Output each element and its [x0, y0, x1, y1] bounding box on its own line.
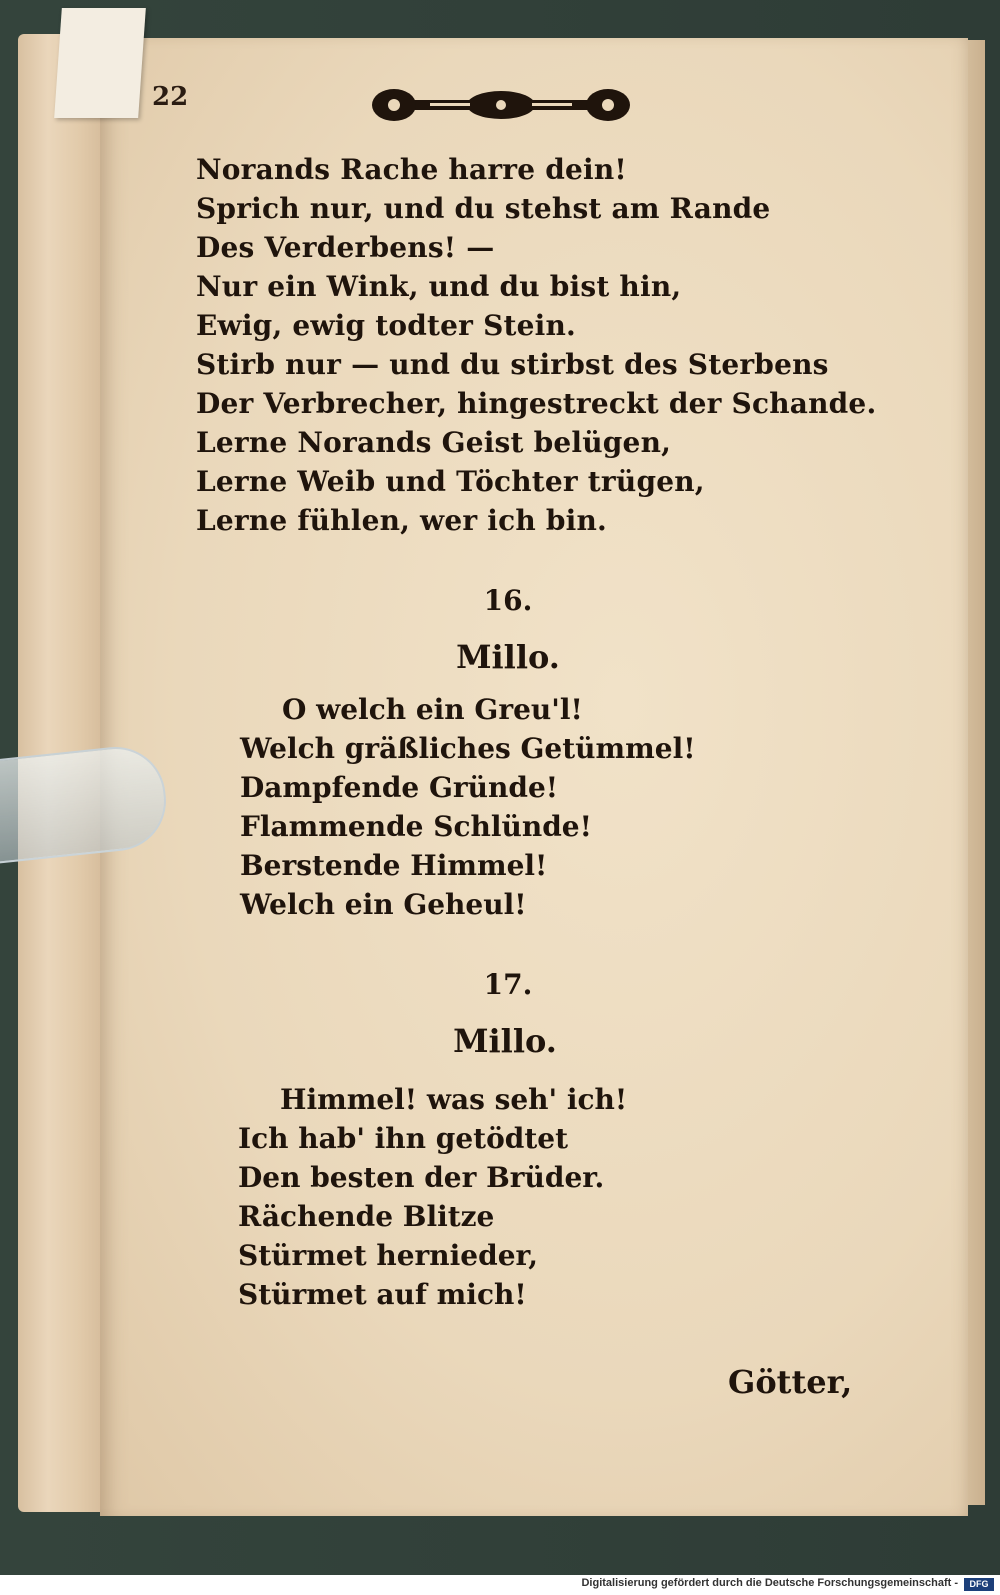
verse-line: Ewig, ewig todter Stein.	[196, 309, 576, 342]
verse-line: Sprich nur, und du stehst am Rande	[196, 192, 771, 225]
stanza-16	[240, 690, 696, 924]
verse-line: Den besten der Brüder.	[238, 1161, 605, 1194]
verse-line: Des Verderbens! —	[196, 231, 495, 264]
verse-line: Ich hab' ihn getödtet	[238, 1122, 569, 1155]
verse-line: Stirb nur — und du stirbst des Sterbens	[196, 348, 829, 381]
ornament-headpiece	[370, 86, 632, 124]
speaker-name-16: Millo.	[456, 638, 560, 676]
verse-line: Lerne Norands Geist belügen,	[196, 426, 672, 459]
catchword: Götter,	[728, 1363, 853, 1401]
section-number-17: 17.	[483, 968, 533, 1001]
verse-line: Nur ein Wink, und du bist hin,	[196, 270, 682, 303]
paper-tab	[54, 8, 146, 118]
page-number: 22	[152, 82, 189, 112]
verse-line: Welch gräßliches Getümmel!	[240, 732, 696, 765]
speaker-name-17: Millo.	[453, 1022, 557, 1060]
verse-line: Norands Rache harre dein!	[196, 153, 627, 186]
digitization-footer	[0, 1575, 1000, 1595]
verse-line: Flammende Schlünde!	[240, 810, 592, 843]
opening-verse	[196, 150, 876, 540]
verse-line: Lerne fühlen, wer ich bin.	[196, 504, 607, 537]
stanza-17	[238, 1080, 627, 1314]
verse-line: Welch ein Geheul!	[240, 888, 527, 921]
verse-line: Der Verbrecher, hingestreckt der Schande.	[196, 387, 877, 420]
footer-credit: Digitalisierung gefördert durch die Deutsche Forschungsgemeinschaft -	[581, 1577, 958, 1589]
section-number-16: 16.	[483, 584, 533, 617]
verse-line: Berstende Himmel!	[240, 849, 548, 882]
verse-line: Dampfende Gründe!	[240, 771, 559, 804]
verse-line: Rächende Blitze	[238, 1200, 495, 1233]
verse-line: Lerne Weib und Töchter trügen,	[196, 465, 705, 498]
verse-line: Stürmet auf mich!	[238, 1278, 527, 1311]
verse-line: Stürmet hernieder,	[238, 1239, 538, 1272]
verse-line: Himmel! was seh' ich!	[280, 1083, 628, 1116]
verse-line: O welch ein Greu'l!	[282, 693, 583, 726]
dfg-logo: DFG	[964, 1578, 994, 1591]
